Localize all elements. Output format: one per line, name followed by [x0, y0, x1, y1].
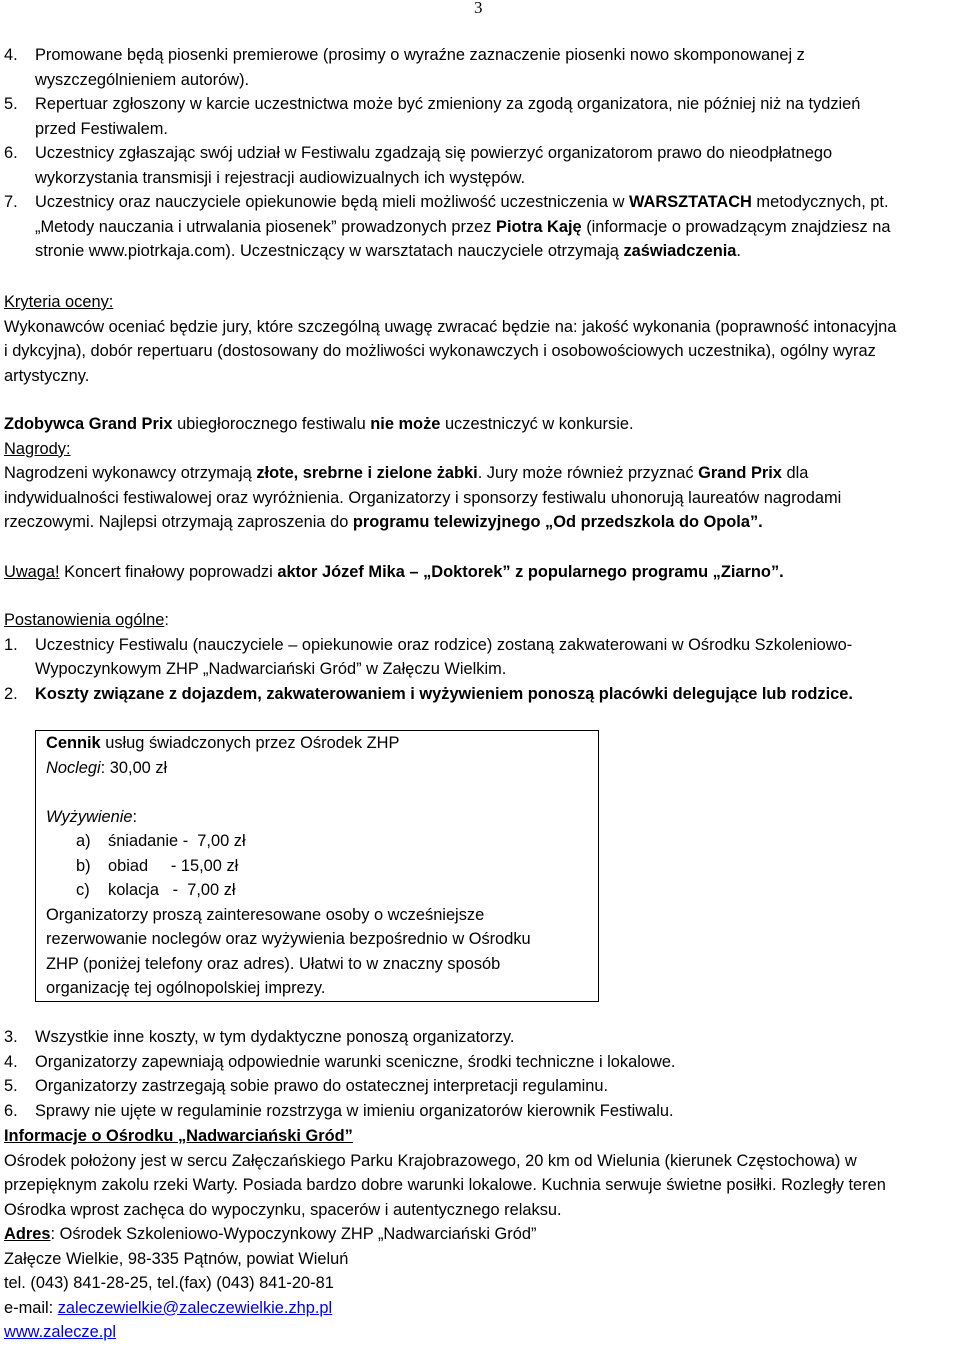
- criteria-heading: Kryteria oceny:: [4, 293, 114, 311]
- accommodation-price: Noclegi: 30,00 zł: [46, 758, 168, 777]
- criteria-section: [4, 290, 956, 388]
- provision-item-4: 4. Organizatorzy zapewniają odpowiednie warunki sceniczne, środki techniczne i lokalowe.: [4, 1052, 676, 1071]
- price-note-line: Organizatorzy proszą zainteresowane osoby o wcześniejsze: [46, 905, 485, 924]
- piotrkaja-link[interactable]: stronie www.piotrkaja.com): [35, 242, 231, 260]
- phone-line: tel. (043) 841-28-25, tel.(fax) (043) 841-20-81: [4, 1274, 334, 1292]
- awards-line: Nagrodzeni wykonawcy otrzymają złote, srebrne i zielone żabki. Jury może również przyznać Grand Prix dla: [4, 464, 809, 482]
- meal-item: a) śniadanie - 7,00 zł: [76, 832, 246, 850]
- address-line: Adres: Ośrodek Szkoleniowo-Wypoczynkowy ZHP „Nadwarciański Gród”: [4, 1225, 537, 1243]
- grand-prix-note: Zdobywca Grand Prix ubiegłorocznego festiwalu nie może uczestniczyć w konkursie.: [4, 415, 634, 433]
- rules-list-b: [4, 1025, 956, 1123]
- awards-section: [4, 412, 956, 535]
- price-note-line: rezerwowanie noclegów oraz wyżywienia bezpośrednio w Ośrodku: [46, 930, 531, 948]
- price-note-line: organizację tej ogólnopolskiej imprezy.: [46, 979, 326, 997]
- provision-item-6: 6. Sprawy nie ujęte w regulaminie rozstrzyga w imieniu organizatorów kierownik Festiwalu.: [4, 1101, 674, 1120]
- center-info-line: Ośrodek położony jest w sercu Załęczańskiego Parku Krajobrazowego, 20 km od Wielunia (kierunek Częstochowa) w: [4, 1151, 857, 1170]
- address-line: Załęcze Wielkie, 98-335 Pątnów, powiat Wieluń: [4, 1249, 349, 1268]
- criteria-line: Wykonawców oceniać będzie jury, które szczególną uwagę zwracać będzie na: jakość wykonania (poprawność intonacyjna: [4, 317, 897, 336]
- center-info-section: [4, 1124, 956, 1345]
- rule-item-6: 6. Uczestnicy zgłaszając swój udział w Festiwalu zgadzają się powierzyć organizatorom prawo do nieodpłatnego wykorzystania transmisji i rejestracji audiowizualnych ich występów.: [4, 144, 833, 187]
- provisions-heading: Postanowienia ogólne:: [4, 611, 169, 629]
- email-link[interactable]: zaleczewielkie@zaleczewielkie.zhp.pl: [57, 1298, 333, 1317]
- page-number: 3: [474, 0, 483, 17]
- website-line: [4, 1320, 956, 1345]
- email-line: e-mail: zaleczewielkie@zaleczewielkie.zhp.pl: [4, 1298, 333, 1317]
- meal-item: b) obiad - 15,00 zł: [76, 856, 239, 875]
- price-list-title: Cennik usług świadczonych przez Ośrodek ZHP: [46, 734, 400, 752]
- meal-item: c) kolacja - 7,00 zł: [76, 881, 236, 899]
- provision-item-1: 1. Uczestnicy Festiwalu (nauczyciele – opiekunowie oraz rodzice) zostaną zakwaterowani w Ośrodku Szkoleniowo- Wypoczynkowym ZHP „Nadwarciański Gród” w Załęczu Wielkim.: [4, 635, 853, 678]
- awards-line: indywidualności festiwalowej oraz wyróżnienia. Organizatorzy i sponsorzy festiwalu uhonorują laureatów nagrodami: [4, 488, 842, 507]
- awards-heading: Nagrody:: [4, 439, 71, 458]
- rules-list-a: [4, 43, 956, 264]
- criteria-line: i dykcyjna), dobór repertuaru (dostosowany do możliwości wykonawczych i osobowościowych uczestnika), ogólny wyraz: [4, 342, 876, 360]
- price-list-box: [35, 730, 599, 1002]
- general-provisions: [4, 608, 956, 706]
- center-info-line: Ośrodka wprost zachęca do wypoczynku, spacerów i autentycznego relaksu.: [4, 1200, 562, 1219]
- provision-item-3: 3. Wszystkie inne koszty, w tym dydaktyczne ponoszą organizatorzy.: [4, 1028, 515, 1046]
- criteria-line: artystyczny.: [4, 366, 90, 385]
- note-section: Uwaga! Koncert finałowy poprowadzi aktor Józef Mika – „Doktorek” z popularnego programu „Ziarno”.: [4, 563, 784, 581]
- provision-item-2: 2. Koszty związane z dojazdem, zakwaterowaniem i wyżywieniem ponoszą placówki delegujące lub rodzice.: [4, 684, 853, 703]
- rule-item-4: 4. Promowane będą piosenki premierowe (prosimy o wyraźne zaznaczenie piosenki nowo skomponowanej z wyszczególnieniem autorów).: [4, 46, 805, 89]
- meals-label: Wyżywienie:: [46, 807, 138, 826]
- provision-item-5: 5. Organizatorzy zastrzegają sobie prawo do ostatecznej interpretacji regulaminu.: [4, 1077, 609, 1095]
- rule-item-5: 5. Repertuar zgłoszony w karcie uczestnictwa może być zmieniony za zgodą organizatora, nie później niż na tydzień przed Festiwalem.: [4, 95, 861, 138]
- website-link[interactable]: www.zalecze.pl: [4, 1323, 117, 1341]
- price-note-line: ZHP (poniżej telefony oraz adres). Ułatwi to w znaczny sposób: [46, 954, 501, 973]
- rule-item-7: 7. Uczestnicy oraz nauczyciele opiekunowie będą mieli możliwość uczestniczenia w WARSZTATACH metodycznych, pt. „Metody nauczania i utrwalania piosenek” prowadzonych przez Piotra Kaję (informacje o prowadzącym znajdziesz na stronie www.piotrkaja.com). Uczestniczący w warsztatach nauczyciele otrzymają zaświadczenia.: [4, 193, 891, 260]
- center-info-heading: Informacje o Ośrodku „Nadwarciański Gród”: [4, 1127, 353, 1145]
- awards-line: rzeczowymi. Najlepsi otrzymają zaproszenia do programu telewizyjnego „Od przedszkola do Opola”.: [4, 513, 763, 531]
- center-info-line: przepięknym zakolu rzeki Warty. Posiada bardzo dobre warunki lokalowe. Kuchnia serwuje świetne posiłki. Rozległy teren: [4, 1176, 886, 1194]
